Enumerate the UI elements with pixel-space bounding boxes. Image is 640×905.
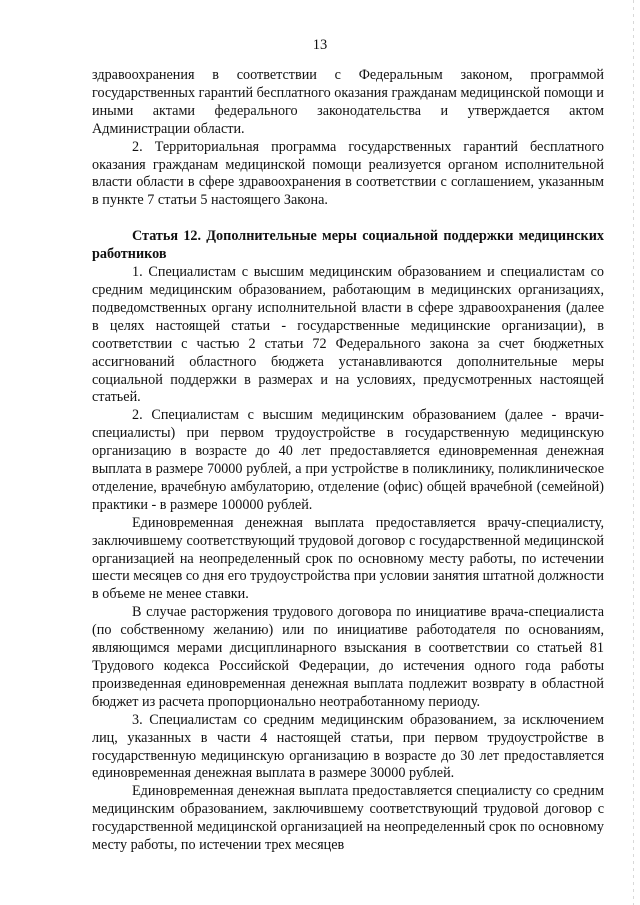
article-paragraph: В случае расторжения трудового договора по инициативе врача-специалиста (по собственному желанию) или по инициативе работодателя по основаниям, являющимся мерами дисциплинарного взыскания в соответствии со статьей 81 Трудового кодекса Российской Федерации, до истечения одного года работы произведенная единовременная денежная выплата подлежит возврату в областной бюджет из расчета пропорционально неотработанному периоду. — [92, 604, 604, 710]
article-paragraph: 2. Специалистам с высшим медицинским образованием (далее - врачи-специалисты) при первом трудоустройстве в государственную медицинскую организацию в возрасте до 40 лет предоставляется единовременная денежная выплата в размере 70000 рублей, а при устройстве в поликлинику, поликлиническое отделение, врачебную амбулаторию, отделение (офис) общей врачебной (семейной) практики - в размере 100000 рублей. — [92, 407, 604, 513]
article-paragraph: 3. Специалистам со средним медицинским образованием, за исключением лиц, указанных в части 4 настоящей статьи, при первом трудоустройстве в государственную медицинскую организацию в возрасте до 30 лет предоставляется единовременная денежная выплата в размере 30000 рублей. — [92, 711, 604, 782]
paragraph-continuation: здравоохранения в соответствии с Федеральным законом, программой государственных гарантий бесплатного оказания гражданам медицинской помощи и иными актами федерального законодательства и утверждается актом Администрации области. — [92, 67, 604, 137]
page-number: 13 — [312, 37, 328, 53]
article-heading: Статья 12. Дополнительные меры социальной поддержки медицинских работников — [92, 228, 604, 263]
document-body — [92, 67, 604, 855]
article-paragraph: Единовременная денежная выплата предоставляется врачу-специалисту, заключившему соответствующий трудовой договор с государственной медицинской организацией на неопределенный срок по основному месту работы, по истечении шести месяцев со дня его трудоустройства при условии занятия штатной должности в объеме не менее ставки. — [92, 514, 604, 603]
section-spacer — [92, 210, 604, 228]
article-paragraph: 1. Специалистам с высшим медицинским образованием и специалистам со средним медицинским образованием, работающим в медицинских организациях, подведомственных органу исполнительной власти в сфере здравоохранения (далее в целях настоящей статьи - государственные медицинские организации), в соответствии с частью 2 статьи 72 Федерального закона за счет бюджетных ассигнований областного бюджета устанавливаются дополнительные меры социальной поддержки в размерах и на условиях, предусмотренных настоящей статьей. — [92, 264, 604, 406]
scan-edge-line — [633, 0, 634, 905]
paragraph-item-2: 2. Территориальная программа государственных гарантий бесплатного оказания гражданам медицинской помощи реализуется органом исполнительной власти области в сфере здравоохранения в соответствии с соглашением, указанным в пункте 7 статьи 5 настоящего Закона. — [92, 138, 604, 209]
article-paragraph: Единовременная денежная выплата предоставляется специалисту со средним медицинским образованием, заключившему соответствующий трудовой договор с государственной медицинской организацией на неопределенный срок по основному месту работы, по истечении трех месяцев — [92, 783, 604, 854]
